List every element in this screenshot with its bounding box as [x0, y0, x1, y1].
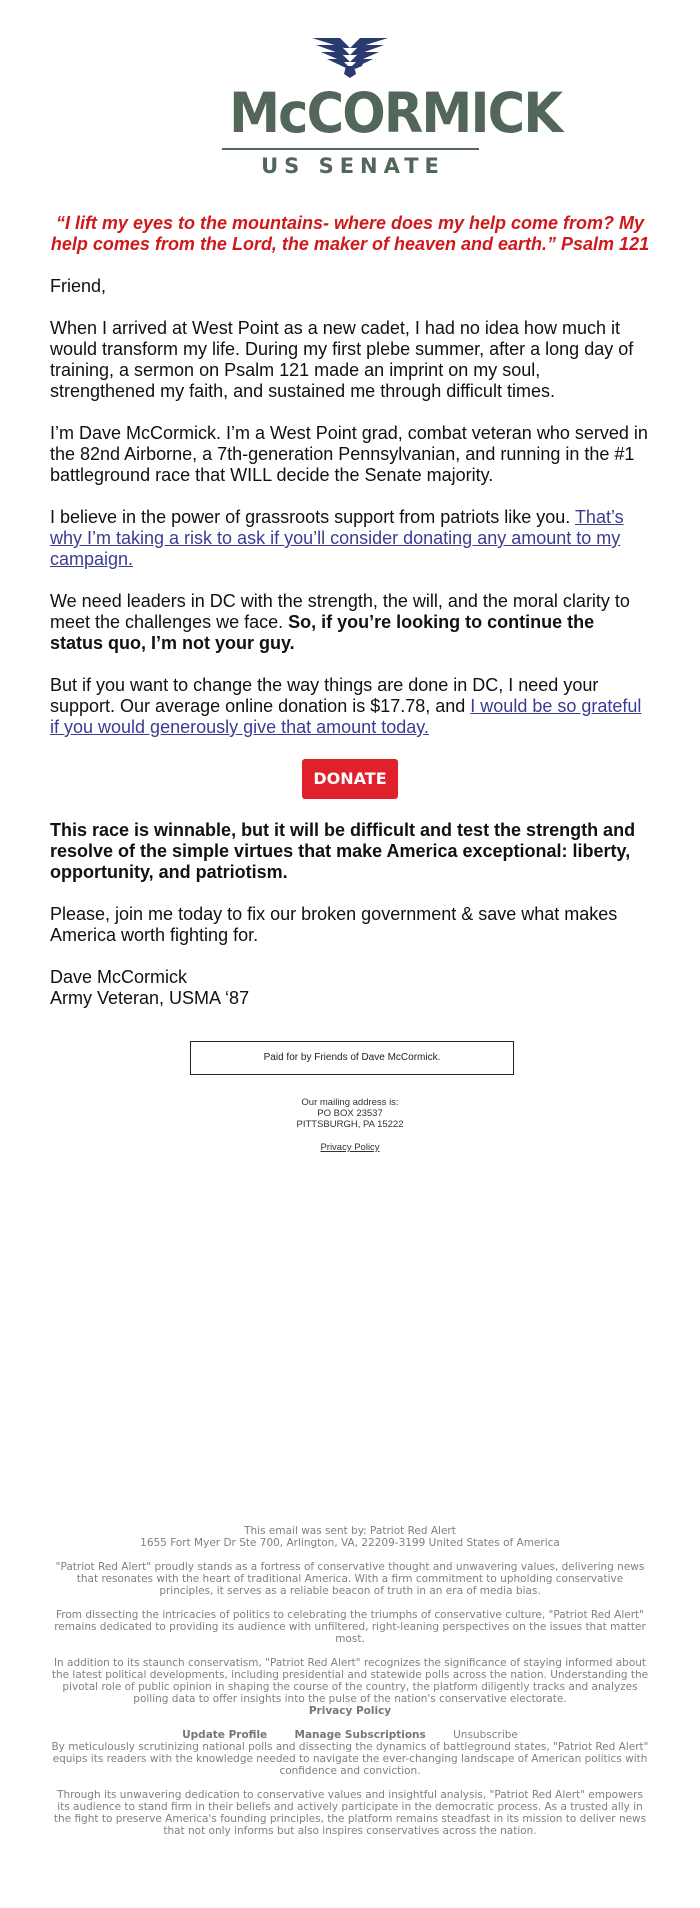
- sender-footer: [50, 1525, 650, 1849]
- sent-by: This email was sent by: Patriot Red Alert: [244, 1525, 456, 1537]
- paragraph-leaders-text: We need leaders in DC with the strength, the will, and the moral clarity to meet the challenges we face.: [50, 591, 630, 632]
- footer-paragraph-3: In addition to its staunch conservatism, "Patriot Red Alert" recognizes the significance of staying informed about the latest political developments, including presidential and statewide polls across the nation. Understanding the pivotal role of public opinion in shaping the course of the country, the platform diligently tracks and analyzes polling data to offer insights into the pulse of the nation's conservative electorate.: [51, 1657, 649, 1705]
- footer-links: [50, 1729, 650, 1741]
- footer-privacy-policy-link[interactable]: Privacy Policy: [308, 1705, 392, 1717]
- logo-divider: [222, 148, 479, 150]
- paid-for-disclaimer: Paid for by Friends of Dave McCormick.: [190, 1041, 514, 1075]
- footer-paragraph-4: By meticulously scrutinizing national polls and dissecting the dynamics of battleground states, "Patriot Red Alert" equips its readers with the knowledge needed to navigate the ever-changing landscape of American politics with confidence and conviction.: [51, 1741, 649, 1777]
- mailing-address: [0, 1097, 700, 1153]
- mailing-line-2: PITTSBURGH, PA 15222: [296, 1119, 404, 1130]
- sender-info: [50, 1525, 650, 1549]
- donate-button-row: [50, 759, 650, 799]
- update-profile-link[interactable]: Update Profile: [182, 1729, 268, 1741]
- paragraph-grassroots: [50, 507, 650, 570]
- paragraph-average-donation: [50, 675, 650, 738]
- paragraph-join-me: Please, join me today to fix our broken government & save what makes America worth fighting for.: [50, 904, 618, 945]
- status-quo-statement: So, if you’re looking to continue the status quo, I’m not your guy.: [50, 612, 595, 653]
- footer-paragraph-2: From dissecting the intricacies of politics to celebrating the triumphs of conservative culture, "Patriot Red Alert" remains dedicated to providing its audience with unfiltered, right-leaning perspectives on the issues that matter most.: [54, 1609, 646, 1645]
- logo-subtitle: US SENATE: [261, 154, 445, 178]
- signature-title: Army Veteran, USMA ‘87: [50, 988, 250, 1008]
- eagle-icon: [310, 36, 390, 78]
- footer-paragraph-1: "Patriot Red Alert" proudly stands as a fortress of conservative thought and unwavering values, delivering news that resonates with the heart of traditional America. With a firm commitment to upholding conservative principles, it serves as a reliable beacon of truth in an era of media bias.: [55, 1561, 645, 1597]
- campaign-logo[interactable]: [0, 36, 700, 178]
- manage-subscriptions-link[interactable]: Manage Subscriptions: [294, 1729, 426, 1741]
- paragraph-west-point: When I arrived at West Point as a new cadet, I had no idea how much it would transform my life. During my first plebe summer, after a long day of training, a sermon on Psalm 121 made an imprint on my soul, strengthened my faith, and sustained me through difficult times.: [50, 318, 634, 401]
- paragraph-leaders: [50, 591, 650, 654]
- paragraph-winnable: This race is winnable, but it will be difficult and test the strength and resolve of the simple virtues that make America exceptional: liberty, opportunity, and patriotism.: [50, 820, 636, 882]
- donate-any-amount-link[interactable]: That’s why I’m taking a risk to ask if you’ll consider donating any amount to my campaign.: [50, 507, 624, 569]
- mailing-line-1: PO BOX 23537: [317, 1108, 383, 1119]
- privacy-policy-link[interactable]: Privacy Policy: [320, 1142, 380, 1153]
- paragraph-introduction: I’m Dave McCormick. I’m a West Point grad, combat veteran who served in the 82nd Airborne, a 7th-generation Pennsylvanian, and running in the #1 battleground race that WILL decide the Senate majority.: [50, 423, 648, 485]
- scripture-quote: “I lift my eyes to the mountains- where does my help come from? My help comes from the Lord, the maker of heaven and earth.” Psalm 121: [50, 213, 650, 254]
- signature-name: Dave McCormick: [50, 967, 188, 987]
- greeting: Friend,: [50, 276, 107, 296]
- mailing-heading: Our mailing address is:: [301, 1097, 399, 1108]
- donate-button[interactable]: DONATE: [302, 759, 398, 799]
- unsubscribe-link[interactable]: Unsubscribe: [453, 1729, 518, 1741]
- logo-wordmark: McCORMICK: [229, 81, 562, 145]
- paragraph-grassroots-text: I believe in the power of grassroots support from patriots like you.: [50, 507, 575, 527]
- sender-address: 1655 Fort Myer Dr Ste 700, Arlington, VA, 22209-3199 United States of America: [140, 1537, 560, 1549]
- give-average-amount-link[interactable]: I would be so grateful if you would generously give that amount today.: [50, 696, 642, 737]
- signature: [50, 967, 650, 1009]
- footer-paragraph-5: Through its unwavering dedication to conservative values and insightful analysis, "Patriot Red Alert" empowers its audience to stand firm in their beliefs and actively participate in the democratic process. As a trusted ally in the fight to preserve America's founding principles, the platform remains steadfast in its mission to deliver news that not only informs but also inspires conservatives across the nation.: [53, 1789, 647, 1837]
- message-content: [50, 213, 650, 1009]
- paragraph-average-donation-text: But if you want to change the way things are done in DC, I need your support. Our average online donation is $17.78, and: [50, 675, 599, 716]
